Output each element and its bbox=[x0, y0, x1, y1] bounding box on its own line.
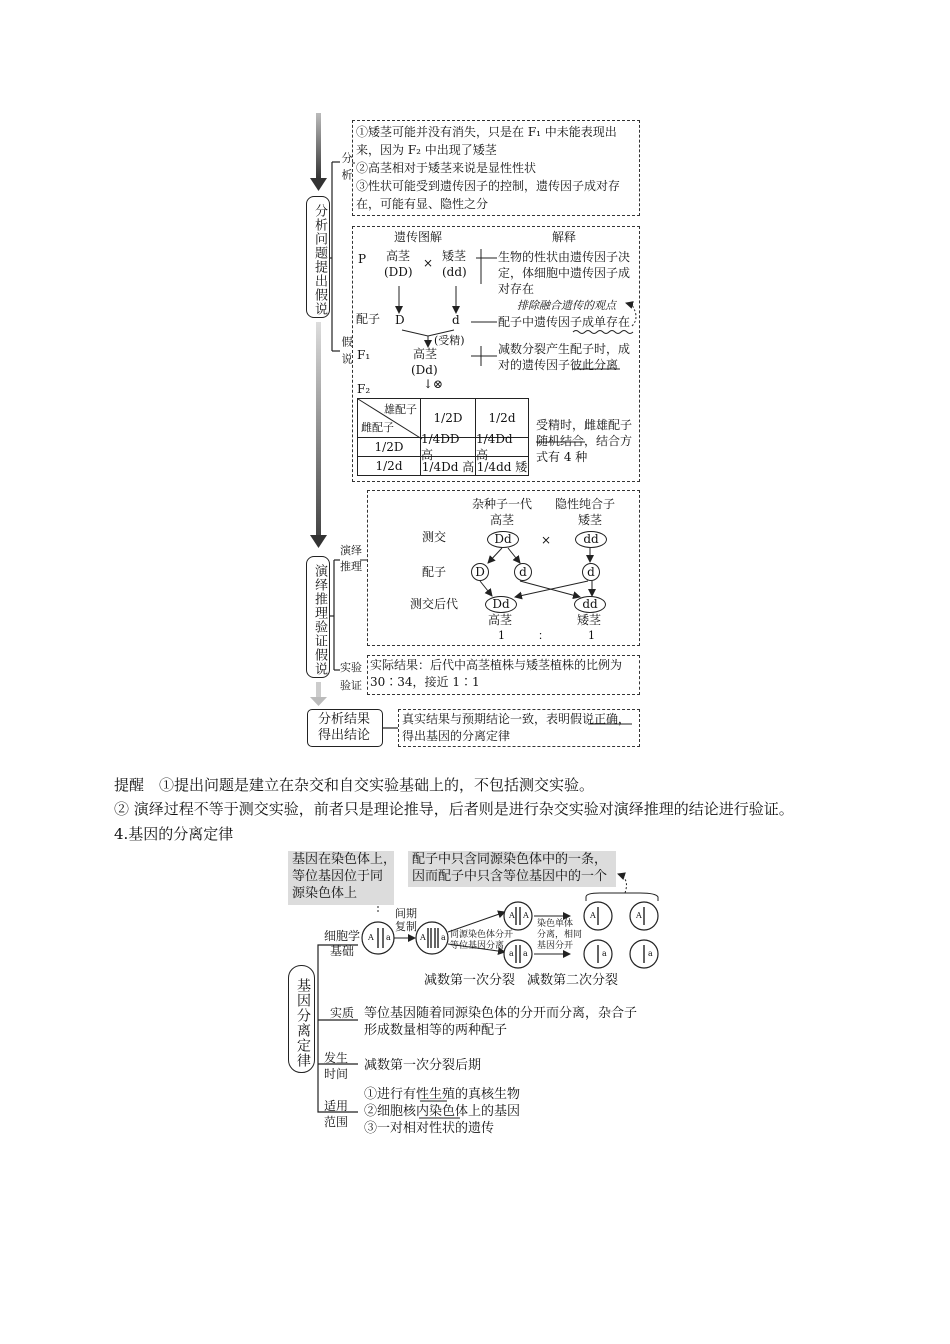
law-title-box bbox=[288, 965, 315, 1073]
hyp-exp2: 配子中遗传因子成单存在 bbox=[498, 315, 631, 329]
law-essence-2: 形成数量相等的两种配子 bbox=[364, 1023, 508, 1038]
law-branch-time-1: 发生 bbox=[324, 1051, 349, 1065]
law-homolog-sep-2: 等位基因分离 bbox=[450, 941, 505, 951]
tc-off-short: 矮茎 bbox=[577, 613, 602, 627]
hyp-F1: F₁ bbox=[357, 348, 371, 362]
conclusion-line-1: 真实结果与预期结论一致，表明假说正确， bbox=[402, 712, 631, 726]
reminder-line-2: ② 演绎过程不等于测交实验，前者只是理论推导，后者则是进行杂交实验对演绎推理的结论进行验证。 bbox=[114, 800, 794, 818]
hyp-gamete-label: 配子 bbox=[356, 312, 381, 326]
hyp-dd: (dd) bbox=[442, 265, 467, 279]
reminder-line-1: 提醒 ①提出问题是建立在杂交和自交实验基础上的，不包括测交实验。 bbox=[114, 776, 595, 794]
allele-A-2: A bbox=[420, 933, 426, 942]
tc-off-dd: dd bbox=[574, 596, 606, 613]
gray1-line-1: 基因在染色体上， bbox=[292, 852, 397, 867]
allele-A-6: A bbox=[636, 911, 642, 920]
law-scope-1: ①进行有性生殖的真核生物 bbox=[364, 1087, 521, 1102]
punnett-row2-c2: 1/4dd 矮 bbox=[475, 456, 529, 476]
allele-a-5: a bbox=[602, 949, 607, 958]
law-branch-cell-2: 基础 bbox=[330, 944, 355, 958]
tc-ratio-colon: ： bbox=[538, 629, 549, 642]
branch-label-exp-2: 验证 bbox=[340, 679, 362, 692]
tc-ratio-left: 1 bbox=[498, 629, 505, 642]
law-title: 基因分离定律 bbox=[295, 978, 311, 1068]
punnett-row1-c1: 1/4DD 高 bbox=[420, 437, 476, 457]
stage-label-2: 演绎推理验证假说 bbox=[312, 564, 327, 676]
gray-box-gamete bbox=[408, 851, 616, 887]
law-chromatid-sep-2: 分离，相同 bbox=[537, 930, 583, 940]
law-time: 减数第一次分裂后期 bbox=[364, 1058, 482, 1073]
experiment-line-2: 30∶34，接近 1∶1 bbox=[370, 675, 480, 689]
hyp-exp1-l1: 生物的性状由遗传因子决 bbox=[498, 250, 631, 264]
hyp-exp4-l1: 受精时，雌雄配子 bbox=[536, 418, 633, 432]
hyp-tall: 高茎 bbox=[386, 249, 411, 263]
tc-gamete-d1: d bbox=[514, 563, 532, 581]
hyp-handwritten-note: 排除融合遗传的观点 bbox=[517, 299, 616, 312]
analysis-line-3: ②高茎相对于矮茎来说是显性性状 bbox=[356, 161, 537, 175]
tc-tall: 高茎 bbox=[490, 513, 515, 527]
section-heading: 4.基因的分离定律 bbox=[114, 825, 234, 843]
law-chromatid-sep-1: 染色单体 bbox=[537, 919, 574, 929]
hyp-selfing: ↓⊗ bbox=[423, 377, 444, 391]
punnett-col-2: 1/2d bbox=[475, 398, 529, 438]
stage-label-3b: 得出结论 bbox=[318, 728, 371, 743]
hyp-exp3-l2: 对的遗传因子彼此分离 bbox=[498, 358, 619, 372]
tc-off-tall: 高茎 bbox=[488, 613, 513, 627]
allele-A-1: A bbox=[368, 933, 374, 942]
branch-label-hypothesis: 假说 bbox=[340, 336, 353, 370]
hyp-DD: (DD) bbox=[384, 265, 413, 279]
hyp-P: P bbox=[358, 252, 367, 266]
gray2-line-1: 配子中只含同源染色体中的一条， bbox=[412, 852, 608, 867]
hyp-cross: × bbox=[423, 256, 434, 270]
hyp-F1-Dd: (Dd) bbox=[411, 363, 438, 377]
law-interphase-2: 复制 bbox=[395, 920, 417, 933]
stage-label-1: 分析问题提出假说 bbox=[312, 204, 327, 316]
analysis-line-4: ③性状可能受到遗传因子的控制，遗传因子成对存 bbox=[356, 179, 621, 193]
tc-recessive: 隐性纯合子 bbox=[555, 497, 616, 511]
gray2-line-2: 因而配子中只含等位基因中的一个 bbox=[412, 869, 608, 884]
law-scope-2: ②细胞核内染色体上的基因 bbox=[364, 1104, 521, 1119]
punnett-row2-c1: 1/4Dd 高 bbox=[420, 456, 476, 476]
hyp-gamete-d: d bbox=[452, 313, 460, 327]
allele-a-2: a bbox=[441, 933, 446, 942]
conclusion-line-2: 得出基因的分离定律 bbox=[402, 729, 511, 743]
allele-A-3: A bbox=[509, 911, 515, 920]
hyp-exp4-l3: 式有 4 种 bbox=[536, 450, 588, 464]
tc-label-gamete: 配子 bbox=[422, 565, 447, 579]
hyp-exp4-l2: 随机结合，结合方 bbox=[536, 434, 633, 448]
allele-A-4: A bbox=[523, 911, 529, 920]
hyp-F1-tall: 高茎 bbox=[413, 347, 438, 361]
punnett-row1-c2: 1/4Dd 高 bbox=[475, 437, 529, 457]
stage-label-3a: 分析结果 bbox=[318, 712, 371, 727]
analysis-line-5: 在，可能有显、隐性之分 bbox=[356, 197, 489, 211]
law-branch-time-2: 时间 bbox=[324, 1067, 349, 1081]
allele-A-5: A bbox=[590, 911, 596, 920]
hyp-gamete-D: D bbox=[395, 313, 405, 327]
tc-oval-Dd: Dd bbox=[487, 531, 519, 548]
tc-label-cross: 测交 bbox=[422, 530, 447, 544]
law-branch-scope-2: 范围 bbox=[324, 1115, 349, 1129]
punnett-row2-h: 1/2d bbox=[357, 456, 421, 476]
punnett-col-1: 1/2D bbox=[420, 398, 476, 438]
allele-a-4: a bbox=[523, 949, 528, 958]
punnett-hdr-female: 雌配子 bbox=[361, 421, 394, 434]
hyp-F2: F₂ bbox=[357, 382, 371, 396]
punnett-row1-h: 1/2D bbox=[357, 437, 421, 457]
law-meiosis-1: 减数第一次分裂 bbox=[424, 973, 516, 988]
branch-label-deduce-2: 推理 bbox=[340, 560, 362, 573]
hyp-short: 矮茎 bbox=[442, 249, 467, 263]
law-meiosis-2: 减数第二次分裂 bbox=[527, 973, 619, 988]
law-essence-1: 等位基因随着同源染色体的分开而分离，杂合子 bbox=[364, 1006, 638, 1021]
tc-gamete-D: D bbox=[471, 563, 489, 581]
branch-label-deduce-1: 演绎 bbox=[340, 544, 362, 557]
tc-oval-dd: dd bbox=[575, 531, 607, 548]
tc-ratio-right: 1 bbox=[588, 629, 595, 642]
law-branch-essence: 实质 bbox=[330, 1006, 355, 1020]
branch-label-analysis: 分析 bbox=[340, 152, 353, 186]
allele-a-6: a bbox=[648, 949, 653, 958]
tc-off-Dd: Dd bbox=[485, 596, 517, 613]
analysis-line-2: 来，因为 F₂ 中出现了矮茎 bbox=[356, 143, 497, 157]
tc-short: 矮茎 bbox=[578, 513, 603, 527]
law-scope-3: ③一对相对性状的遗传 bbox=[364, 1121, 495, 1136]
hyp-exp1-l2: 定，体细胞中遗传因子成 bbox=[498, 266, 631, 280]
hyp-col-left: 遗传图解 bbox=[394, 230, 443, 244]
law-interphase-1: 间期 bbox=[395, 907, 417, 920]
punnett-hdr-male: 雄配子 bbox=[384, 403, 417, 416]
law-homolog-sep-1: 同源染色体分开 bbox=[450, 930, 514, 940]
gray1-line-3: 源染色体上 bbox=[292, 886, 358, 901]
branch-label-exp-1: 实验 bbox=[340, 661, 362, 674]
allele-a-1: a bbox=[386, 933, 391, 942]
law-branch-cell-1: 细胞学 bbox=[324, 929, 361, 943]
hyp-fertilization: (受精) bbox=[434, 334, 465, 347]
hyp-exp1-l3: 对存在 bbox=[498, 282, 535, 296]
experiment-line-1: 实际结果：后代中高茎植株与矮茎植株的比例为 bbox=[370, 658, 623, 672]
allele-a-3: a bbox=[509, 949, 514, 958]
hyp-exp3-l1: 减数分裂产生配子时，成 bbox=[498, 342, 631, 356]
analysis-line-1: ①矮茎可能并没有消失，只是在 F₁ 中未能表现出 bbox=[356, 125, 617, 139]
tc-gamete-d2: d bbox=[582, 563, 600, 581]
gray1-line-2: 等位基因位于同 bbox=[292, 869, 384, 884]
tc-label-offspring: 测交后代 bbox=[410, 597, 459, 611]
law-chromatid-sep-3: 基因分开 bbox=[537, 941, 574, 951]
hyp-col-right: 解释 bbox=[552, 230, 577, 244]
tc-x: × bbox=[541, 533, 552, 547]
gray-box-chromosome bbox=[288, 851, 397, 905]
law-branch-scope-1: 适用 bbox=[324, 1099, 349, 1113]
tc-hybrid: 杂种子一代 bbox=[472, 497, 533, 511]
